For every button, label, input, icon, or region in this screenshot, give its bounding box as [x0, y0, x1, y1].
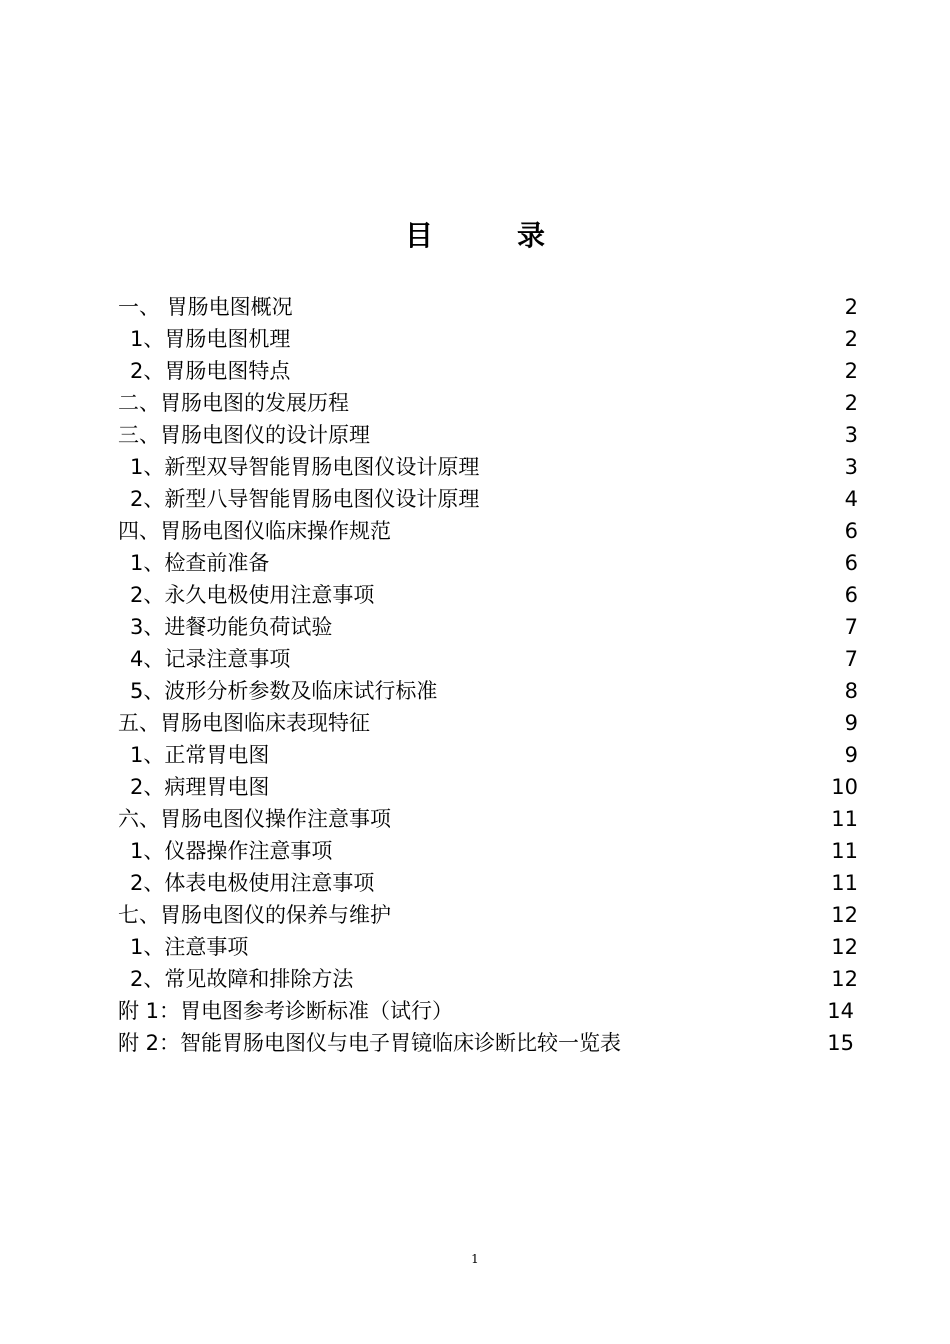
toc-entry[interactable]	[118, 899, 862, 931]
table-of-contents	[118, 291, 862, 1059]
toc-entry[interactable]	[118, 387, 862, 419]
toc-entry-page-number: 6	[844, 519, 858, 543]
toc-entry-label: 2、体表电极使用注意事项	[130, 871, 375, 895]
toc-entry-label: 三、胃肠电图仪的设计原理	[118, 423, 370, 447]
toc-entry-page-number: 12	[831, 935, 858, 959]
page-number: 1	[471, 1252, 479, 1266]
toc-entry-page-number: 7	[844, 615, 858, 639]
toc-entry[interactable]	[118, 771, 862, 803]
toc-entry[interactable]	[118, 419, 862, 451]
toc-entry[interactable]	[118, 803, 862, 835]
toc-entry-page-number: 14	[827, 999, 854, 1023]
toc-entry-label: 4、记录注意事项	[130, 647, 291, 671]
toc-entry[interactable]	[118, 739, 862, 771]
toc-entry-label: 五、胃肠电图临床表现特征	[118, 711, 370, 735]
toc-entry[interactable]	[118, 291, 862, 323]
toc-entry[interactable]	[118, 835, 862, 867]
toc-entry-page-number: 11	[831, 807, 858, 831]
toc-entry-label: 3、进餐功能负荷试验	[130, 615, 333, 639]
toc-entry-page-number: 6	[844, 551, 858, 575]
toc-entry[interactable]	[118, 1027, 862, 1059]
toc-entry-label: 2、新型八导智能胃肠电图仪设计原理	[130, 487, 480, 511]
toc-entry-label: 附 2：智能胃肠电图仪与电子胃镜临床诊断比较一览表	[118, 1031, 622, 1055]
toc-entry[interactable]	[118, 707, 862, 739]
toc-entry-label: 2、病理胃电图	[130, 775, 270, 799]
toc-entry-label: 1、检查前准备	[130, 551, 270, 575]
toc-entry-page-number: 2	[844, 359, 858, 383]
toc-entry[interactable]	[118, 355, 862, 387]
toc-entry-page-number: 2	[844, 391, 858, 415]
toc-entry[interactable]	[118, 451, 862, 483]
toc-entry[interactable]	[118, 611, 862, 643]
toc-entry-label: 1、仪器操作注意事项	[130, 839, 333, 863]
toc-entry-label: 1、胃肠电图机理	[130, 327, 291, 351]
toc-entry-label: 2、常见故障和排除方法	[130, 967, 354, 991]
toc-entry-page-number: 8	[844, 679, 858, 703]
toc-entry-page-number: 12	[831, 967, 858, 991]
toc-entry-label: 1、正常胃电图	[130, 743, 270, 767]
toc-entry[interactable]	[118, 867, 862, 899]
toc-entry[interactable]	[118, 995, 862, 1027]
toc-entry-page-number: 7	[844, 647, 858, 671]
toc-entry-label: 2、永久电极使用注意事项	[130, 583, 375, 607]
toc-entry-page-number: 15	[827, 1031, 854, 1055]
toc-entry-label: 2、胃肠电图特点	[130, 359, 291, 383]
toc-entry-label: 一、 胃肠电图概况	[118, 295, 293, 319]
toc-entry-page-number: 9	[844, 711, 858, 735]
toc-entry-page-number: 11	[831, 871, 858, 895]
toc-entry-page-number: 9	[844, 743, 858, 767]
toc-entry-label: 1、注意事项	[130, 935, 249, 959]
toc-entry[interactable]	[118, 483, 862, 515]
toc-entry[interactable]	[118, 547, 862, 579]
toc-entry[interactable]	[118, 643, 862, 675]
toc-entry-page-number: 12	[831, 903, 858, 927]
toc-entry[interactable]	[118, 963, 862, 995]
toc-entry-label: 四、胃肠电图仪临床操作规范	[118, 519, 391, 543]
toc-entry-page-number: 4	[844, 487, 858, 511]
toc-entry-page-number: 3	[844, 423, 858, 447]
toc-entry[interactable]	[118, 675, 862, 707]
page-title-char-1: 目	[404, 219, 433, 252]
toc-entry-page-number: 2	[844, 327, 858, 351]
toc-entry-label: 附 1：胃电图参考诊断标准（试行）	[118, 999, 454, 1023]
toc-entry[interactable]	[118, 323, 862, 355]
page-title-char-2: 录	[517, 219, 546, 252]
toc-entry-label: 5、波形分析参数及临床试行标准	[130, 679, 438, 703]
toc-entry-page-number: 2	[844, 295, 858, 319]
toc-entry[interactable]	[118, 579, 862, 611]
toc-entry-label: 二、胃肠电图的发展历程	[118, 391, 349, 415]
toc-entry[interactable]	[118, 515, 862, 547]
toc-entry[interactable]	[118, 931, 862, 963]
toc-entry-page-number: 11	[831, 839, 858, 863]
toc-entry-label: 六、胃肠电图仪操作注意事项	[118, 807, 391, 831]
toc-entry-page-number: 3	[844, 455, 858, 479]
toc-entry-page-number: 6	[844, 583, 858, 607]
page-title	[0, 214, 950, 258]
toc-entry-label: 1、新型双导智能胃肠电图仪设计原理	[130, 455, 480, 479]
toc-entry-label: 七、胃肠电图仪的保养与维护	[118, 903, 391, 927]
toc-entry-page-number: 10	[831, 775, 858, 799]
